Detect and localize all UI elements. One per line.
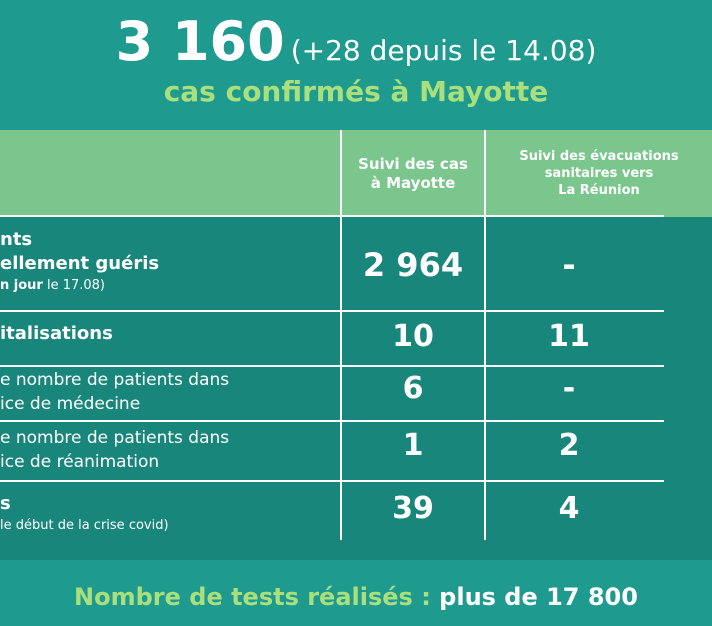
table-row-label <box>0 492 336 536</box>
row-title: nts <box>0 229 33 250</box>
stats-table <box>0 130 712 560</box>
row-divider <box>0 420 664 422</box>
row-title: e nombre de patients dans <box>0 428 230 448</box>
row-note <box>0 276 336 296</box>
cell-evac-hospitalisations: 11 <box>548 319 590 354</box>
cell-mayotte-medecine: 6 <box>402 371 424 406</box>
table-row-label <box>0 426 336 474</box>
cell-mayotte-reanimation: 1 <box>402 428 424 463</box>
tests-value: plus de 17 800 <box>439 583 638 611</box>
total-cases: 3 160 <box>115 10 285 73</box>
header-band-left <box>0 130 340 217</box>
row-title-continued: ellement guéris <box>0 253 160 274</box>
cell-evac-deaths: 4 <box>558 491 580 526</box>
table-row-label <box>0 368 336 416</box>
row-title-continued: ice de réanimation <box>0 452 160 472</box>
row-divider <box>0 310 664 312</box>
header <box>0 0 712 130</box>
cell-evac-medecine: - <box>562 371 576 406</box>
row-divider <box>0 215 664 217</box>
tests-label: Nombre de tests réalisés : <box>74 583 431 611</box>
tests-footer <box>0 583 712 611</box>
cell-evac-reanimation: 2 <box>558 428 580 463</box>
row-title: s <box>0 493 11 514</box>
row-divider <box>0 365 664 367</box>
row-title-continued: ice de médecine <box>0 394 141 414</box>
column-header-mayotte-label: Suivi des cas à Mayotte <box>358 154 468 192</box>
row-title: italisations <box>0 323 113 344</box>
row-title: e nombre de patients dans <box>0 370 230 390</box>
cell-mayotte-hospitalisations: 10 <box>392 319 434 354</box>
row-divider <box>0 480 664 482</box>
cell-mayotte-deaths: 39 <box>392 491 434 526</box>
column-header-evacuations <box>486 130 712 217</box>
table-row-label <box>0 322 336 346</box>
column-header-evacuations-label: Suivi des évacuations sanitaires vers La Réunion <box>519 149 679 198</box>
column-header-mayotte <box>342 130 484 217</box>
headline <box>0 10 712 73</box>
row-note-bold: n jour <box>0 278 43 293</box>
table-row-label <box>0 228 336 296</box>
cell-mayotte-recovered: 2 964 <box>362 246 464 284</box>
row-note-rest: le 17.08) <box>42 278 106 293</box>
row-note: le début de la crise covid) <box>0 518 169 533</box>
since-text: (+28 depuis le 14.08) <box>290 34 597 67</box>
subtitle: cas confirmés à Mayotte <box>163 75 549 108</box>
cell-evac-recovered: - <box>562 246 576 284</box>
